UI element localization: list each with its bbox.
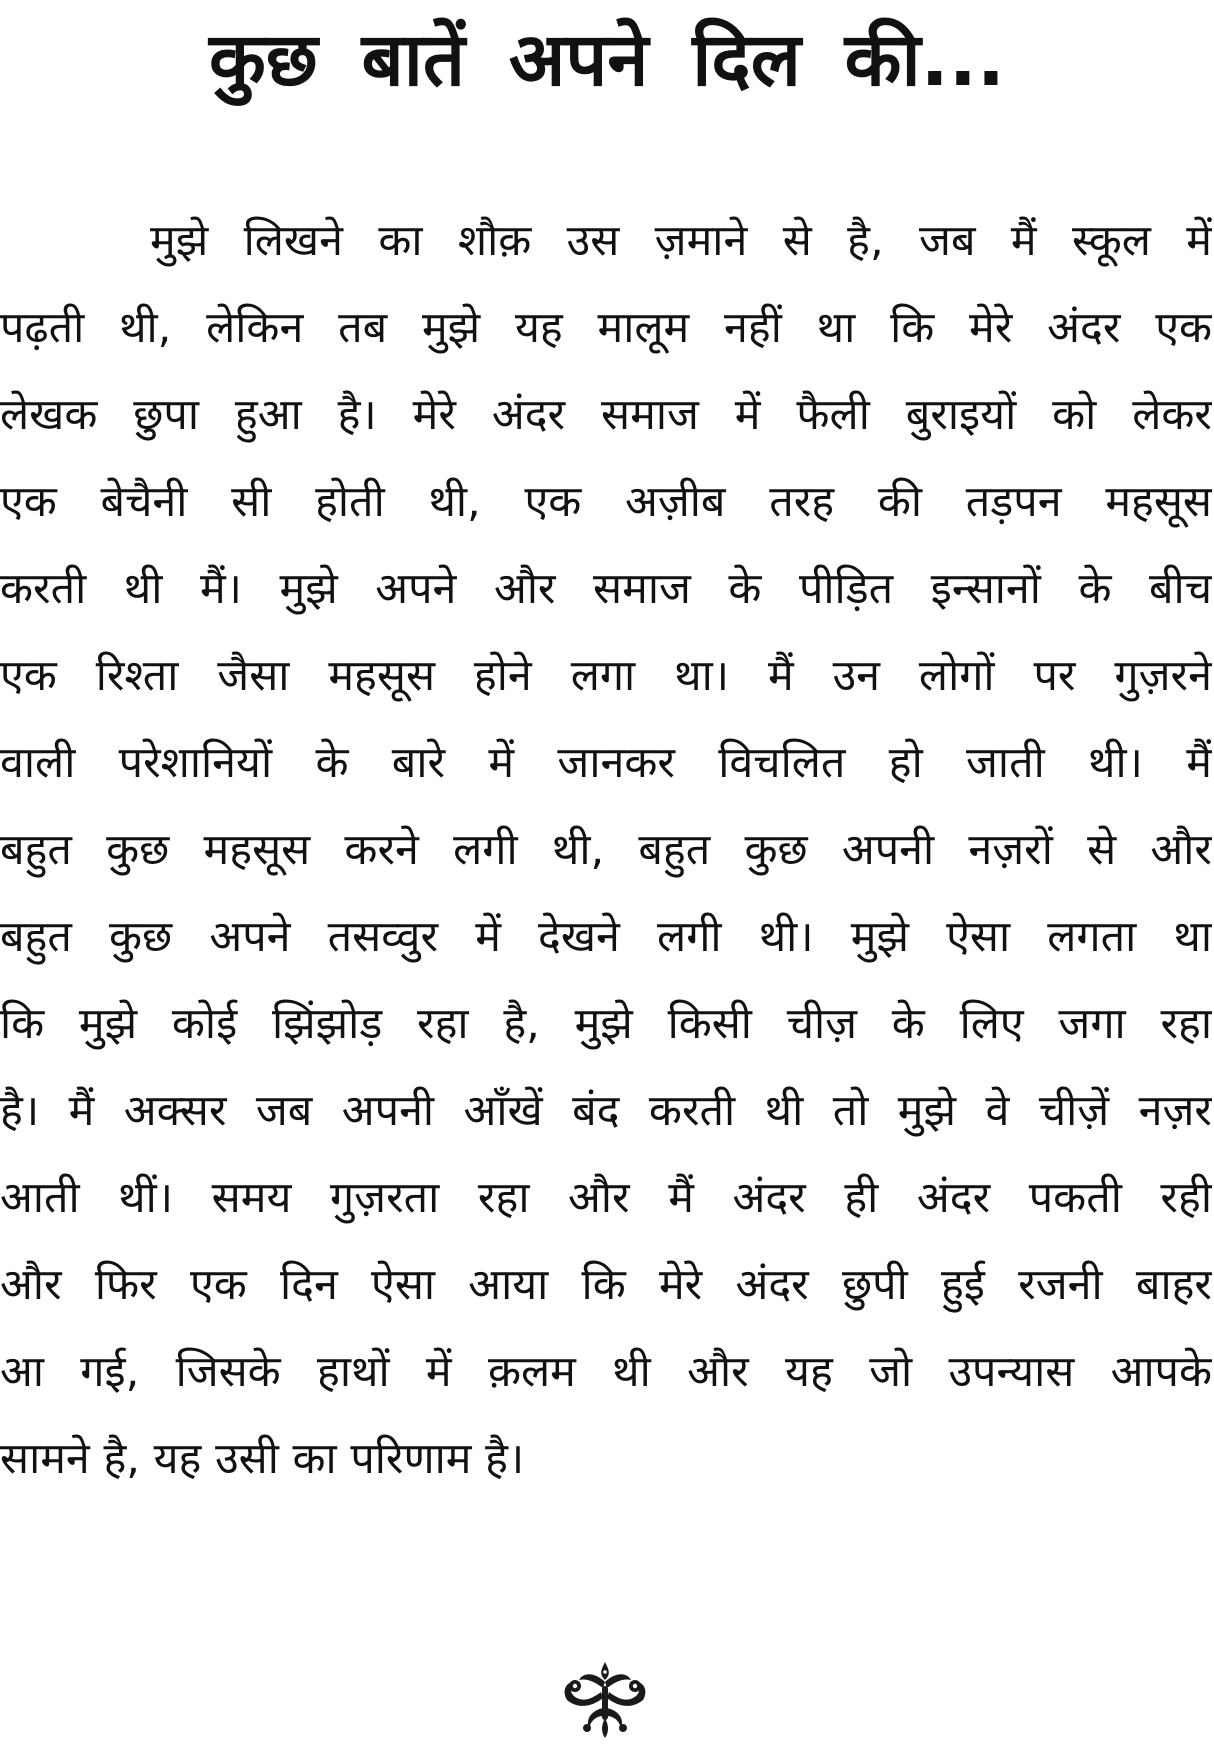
paragraph-line: मुझे लिखने का शौक़ उस ज़माने से है, जब मैं स्कूल में xyxy=(150,216,1212,266)
paragraph-line: पढ़ती थी, लेकिन तब मुझे यह मालूम नहीं था कि मेरे अंदर एक xyxy=(0,303,1212,353)
paragraph-line: वाली परेशानियों के बारे में जानकर विचलित हो जाती थी। मैं xyxy=(0,738,1212,788)
paragraph-line: आ गई, जिसके हाथों में क़लम थी और यह जो उपन्यास आपके xyxy=(0,1347,1212,1397)
floral-ornament-icon xyxy=(557,1660,653,1740)
paragraph-line: बहुत कुछ महसूस करने लगी थी, बहुत कुछ अपनी नज़रों से और xyxy=(0,825,1212,875)
paragraph-line: सामने है, यह उसी का परिणाम है। xyxy=(0,1434,525,1484)
paragraph-line: है। मैं अक्सर जब अपनी आँखें बंद करती थी तो मुझे वे चीज़ें नज़र xyxy=(0,1086,1212,1136)
body-paragraph xyxy=(0,198,1212,1503)
paragraph-line: एक रिश्ता जैसा महसूस होने लगा था। मैं उन लोगों पर गुज़रने xyxy=(0,651,1212,701)
paragraph-line: कि मुझे कोई झिंझोड़ रहा है, मुझे किसी चीज़ के लिए जगा रहा xyxy=(0,999,1212,1049)
paragraph-line: एक बेचैनी सी होती थी, एक अज़ीब तरह की तड़पन महसूस xyxy=(0,477,1212,527)
page-title: कुछ बातें अपने दिल की... xyxy=(209,17,1005,103)
paragraph-line: और फिर एक दिन ऐसा आया कि मेरे अंदर छुपी हुई रजनी बाहर xyxy=(0,1260,1212,1310)
paragraph-line: आती थीं। समय गुज़रता रहा और मैं अंदर ही अंदर पकती रही xyxy=(0,1173,1212,1223)
paragraph-line: करती थी मैं। मुझे अपने और समाज के पीड़ित इन्सानों के बीच xyxy=(0,564,1212,614)
paragraph-line: बहुत कुछ अपने तसव्वुर में देखने लगी थी। मुझे ऐसा लगता था xyxy=(0,912,1212,962)
paragraph-line: लेखक छुपा हुआ है। मेरे अंदर समाज में फैली बुराइयों को लेकर xyxy=(0,390,1212,440)
